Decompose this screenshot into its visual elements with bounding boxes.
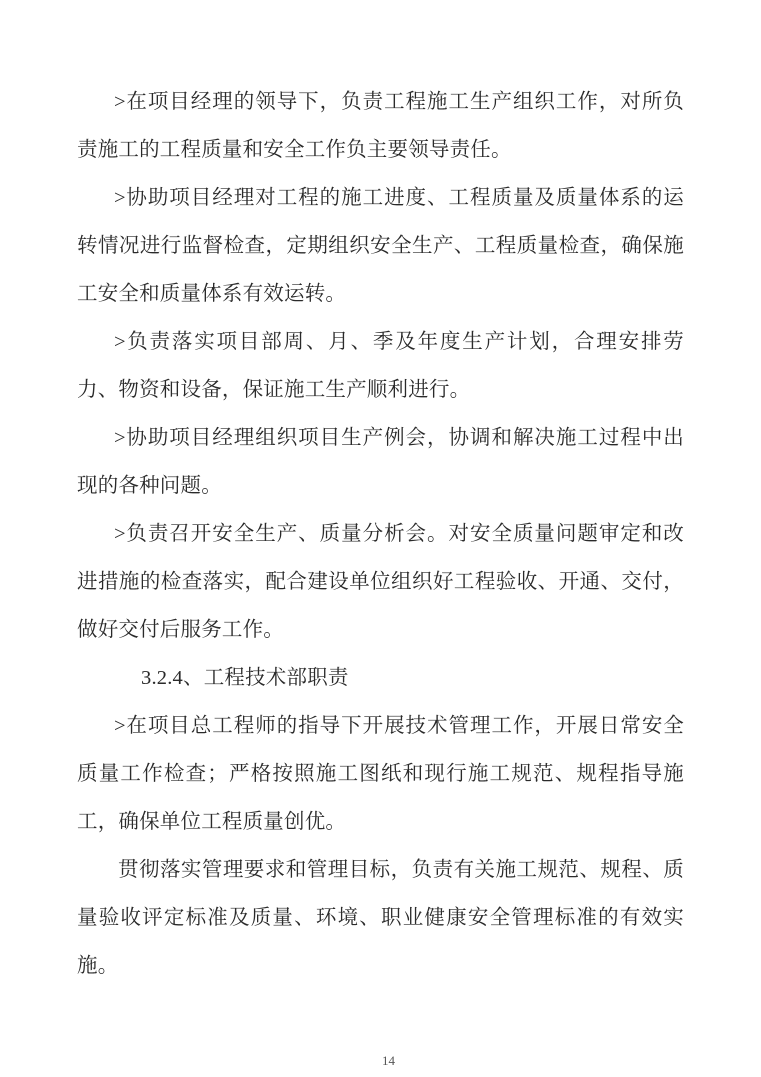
body-paragraph <box>77 414 684 510</box>
bullet-marker: > <box>114 187 126 209</box>
body-paragraph <box>77 318 684 414</box>
bullet-marker: > <box>114 715 126 737</box>
body-paragraph <box>77 846 684 990</box>
body-paragraph <box>77 174 684 318</box>
page-number-footer <box>0 1053 761 1069</box>
bullet-marker: > <box>114 427 126 449</box>
bullet-marker: > <box>114 91 126 113</box>
section-title: 工程技术部职责 <box>203 667 349 689</box>
paragraph-text: 在项目经理的领导下，负责工程施工生产组织工作，对所负责施工的工程质量和安全工作负主要领导责任。 <box>77 91 684 161</box>
paragraph-text: 协助项目经理组织项目生产例会，协调和解决施工过程中出现的各种问题。 <box>77 427 684 497</box>
bullet-marker: > <box>114 331 126 353</box>
body-paragraph <box>77 510 684 654</box>
paragraph-text: 负责召开安全生产、质量分析会。对安全质量问题审定和改进措施的检查落实，配合建设单位组织好工程验收、开通、交付，做好交付后服务工作。 <box>77 523 684 641</box>
body-paragraph <box>77 702 684 846</box>
paragraph-text: 在项目总工程师的指导下开展技术管理工作，开展日常安全质量工作检查；严格按照施工图纸和现行施工规范、规程指导施工，确保单位工程质量创优。 <box>77 715 684 833</box>
paragraph-text: 负责落实项目部周、月、季及年度生产计划，合理安排劳力、物资和设备，保证施工生产顺利进行。 <box>77 331 684 401</box>
page-number-value: 14 <box>382 1053 395 1068</box>
paragraph-text: 协助项目经理对工程的施工进度、工程质量及质量体系的运转情况进行监督检查，定期组织安全生产、工程质量检查，确保施工安全和质量体系有效运转。 <box>77 187 684 305</box>
bullet-marker: > <box>114 523 126 545</box>
body-paragraph <box>77 78 684 174</box>
paragraph-text: 贯彻落实管理要求和管理目标，负责有关施工规范、规程、质量验收评定标准及质量、环境、职业健康安全管理标准的有效实施。 <box>77 859 684 977</box>
section-number: 3.2.4、 <box>141 667 204 689</box>
page-body-content <box>77 78 684 990</box>
section-heading <box>77 654 684 702</box>
